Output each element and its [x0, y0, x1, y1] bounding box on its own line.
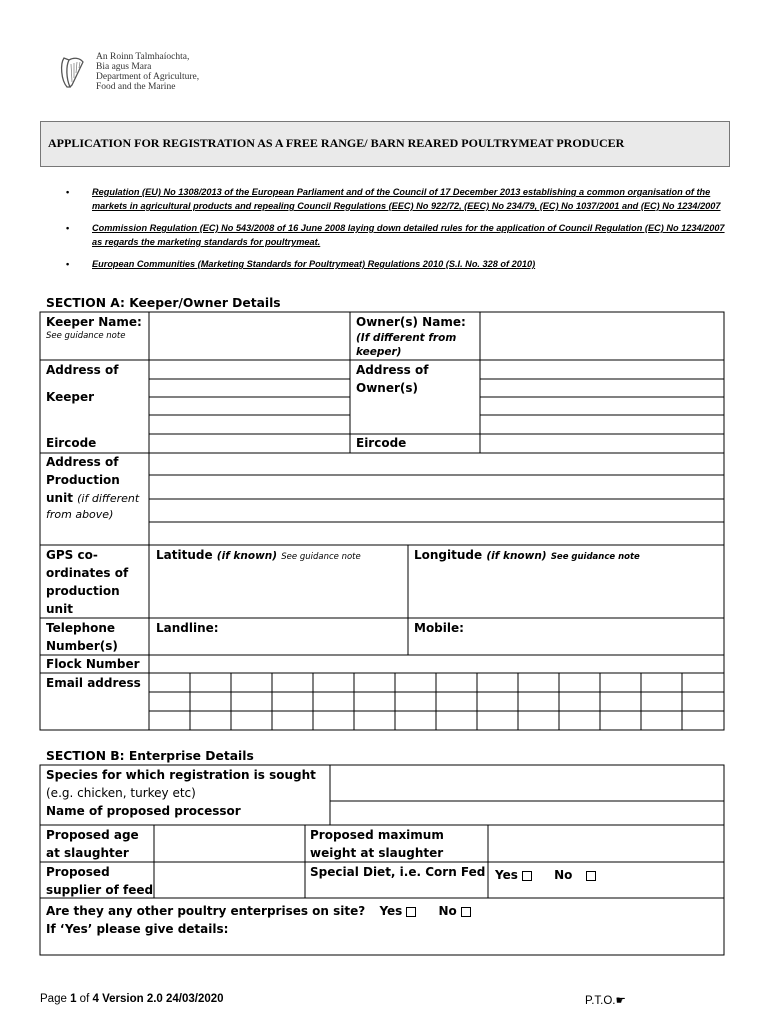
production-unit-word: unit: [46, 491, 73, 505]
age-label-1: Proposed age: [46, 828, 139, 842]
production-unit-label-1: Address of: [46, 455, 119, 469]
species-field[interactable]: [331, 766, 723, 800]
page-number: 1: [70, 993, 77, 1005]
special-diet-label: Special Diet, i.e. Corn Fed: [310, 865, 486, 879]
keeper-eircode-field[interactable]: [150, 435, 349, 452]
email-address-label: Email address: [46, 676, 141, 690]
longitude-field[interactable]: [409, 566, 723, 617]
gps-label-2: ordinates of: [46, 566, 129, 580]
longitude-word: Longitude: [414, 548, 483, 562]
species-label: Species for which registration is sought: [46, 768, 316, 782]
keeper-address-field[interactable]: [150, 361, 349, 433]
mobile-field[interactable]: [480, 619, 723, 654]
latitude-field[interactable]: [150, 566, 407, 617]
other-yes-label: Yes: [379, 904, 403, 918]
other-enterprises-question: Are they any other poultry enterprises on site?: [46, 904, 366, 918]
of-word: of: [79, 993, 90, 1005]
owner-eircode-label: Eircode: [356, 436, 407, 450]
version-info: Version 2.0 24/03/2020: [102, 993, 224, 1005]
special-diet-options: [495, 866, 596, 884]
dept-line: Food and the Marine: [96, 82, 176, 92]
dept-line: An Roinn Talmhaíochta,: [96, 52, 190, 62]
dept-line: Bia agus Mara: [96, 62, 152, 72]
production-unit-from-above: from above): [46, 508, 114, 521]
owners-if-different-note: (If different from keeper): [356, 332, 457, 358]
other-no-checkbox[interactable]: [461, 907, 471, 917]
address-of-keeper-label-2: Keeper: [46, 390, 95, 404]
landline-label: Landline:: [156, 621, 219, 635]
feed-label-2: supplier of feed: [46, 883, 154, 897]
gps-label-1: GPS co-: [46, 548, 98, 562]
max-weight-field[interactable]: [489, 826, 723, 861]
dept-line: Department of Agriculture,: [96, 72, 200, 82]
latitude-label: [156, 546, 361, 566]
if-yes-details-label: If ‘Yes’ please give details:: [46, 922, 229, 936]
longitude-guidance-note: See guidance note: [550, 552, 640, 562]
weight-label-1: Proposed maximum: [310, 828, 444, 842]
production-unit-if-different: (if different: [77, 492, 140, 505]
section-b-heading: SECTION B: Enterprise Details: [46, 749, 254, 763]
special-diet-no-label: No: [554, 868, 573, 882]
regulation-item: • Commission Regulation (EC) No 543/2008 of 16 June 2008 laying down detailed rules for the application of Council Regulation (EC) No 1234/2007 as regards the marketing standards for poultrymeat.: [66, 221, 726, 249]
special-diet-yes-label: Yes: [495, 868, 518, 882]
other-enterprises-row: [46, 902, 471, 920]
landline-field[interactable]: [230, 619, 407, 654]
telephone-label-2: Number(s): [46, 639, 118, 653]
processor-label: Name of proposed processor: [46, 804, 241, 818]
keeper-name-label: Keeper Name:: [46, 315, 142, 329]
page-total: 4: [92, 993, 99, 1005]
species-example: (e.g. chicken, turkey etc): [46, 786, 196, 800]
page-footer: [40, 993, 224, 1005]
other-yes-checkbox[interactable]: [406, 907, 416, 917]
latitude-if-known: (if known): [216, 550, 278, 562]
regulation-item: • Regulation (EU) No 1308/2013 of the European Parliament and of the Council of 17 December 2013 establishing a common organisation of the markets in agricultural products and repealing Council Regulations (EEC) No 922/72, (EEC) No 234/79, (EC) No 1037/2001 and (EC) No 1234/2007: [66, 185, 726, 213]
age-at-slaughter-field[interactable]: [155, 826, 304, 861]
gps-label-4: unit: [46, 602, 73, 616]
gps-label-3: production: [46, 584, 120, 598]
keeper-eircode-label: Eircode: [46, 436, 97, 450]
processor-field[interactable]: [331, 802, 723, 824]
longitude-if-known: (if known): [486, 550, 547, 562]
feed-label-1: Proposed: [46, 865, 110, 879]
address-of-owners-label: Address of Owner(s): [356, 363, 429, 395]
regulation-item: • European Communities (Marketing Standards for Poultrymeat) Regulations 2010 (S.I. No. 328 of 2010): [66, 257, 726, 271]
email-address-boxes[interactable]: [150, 674, 723, 729]
feed-supplier-field[interactable]: [155, 863, 304, 897]
pto-label: P.T.O.☛: [585, 995, 626, 1007]
address-of-keeper-label-1: Address of: [46, 363, 119, 377]
special-diet-yes-checkbox[interactable]: [522, 871, 532, 881]
weight-label-2: weight at slaughter: [310, 846, 444, 860]
special-diet-no-checkbox[interactable]: [586, 871, 596, 881]
mobile-label: Mobile:: [414, 621, 464, 635]
keeper-guidance-note: See guidance note: [46, 331, 126, 341]
other-enterprises-details-field[interactable]: [41, 938, 723, 954]
owners-name-field[interactable]: [481, 313, 723, 359]
age-label-2: at slaughter: [46, 846, 129, 860]
other-no-label: No: [438, 904, 457, 918]
section-a-heading: SECTION A: Keeper/Owner Details: [46, 296, 281, 310]
owners-address-field[interactable]: [481, 361, 723, 433]
form-title: APPLICATION FOR REGISTRATION AS A FREE RANGE/ BARN REARED POULTRYMEAT PRODUCER: [48, 136, 625, 150]
production-unit-label-2: Production: [46, 473, 120, 487]
page-word: Page: [40, 993, 67, 1005]
latitude-word: Latitude: [156, 548, 213, 562]
flock-number-label: Flock Number: [46, 657, 140, 671]
telephone-label-1: Telephone: [46, 621, 116, 635]
longitude-label: [414, 546, 640, 566]
production-unit-address-field[interactable]: [150, 454, 723, 544]
keeper-name-field[interactable]: [150, 313, 349, 359]
owners-name-label: Owner(s) Name:: [356, 315, 466, 329]
owner-eircode-field[interactable]: [481, 435, 723, 452]
flock-number-field[interactable]: [150, 656, 723, 672]
latitude-guidance-note: See guidance note: [281, 552, 361, 562]
